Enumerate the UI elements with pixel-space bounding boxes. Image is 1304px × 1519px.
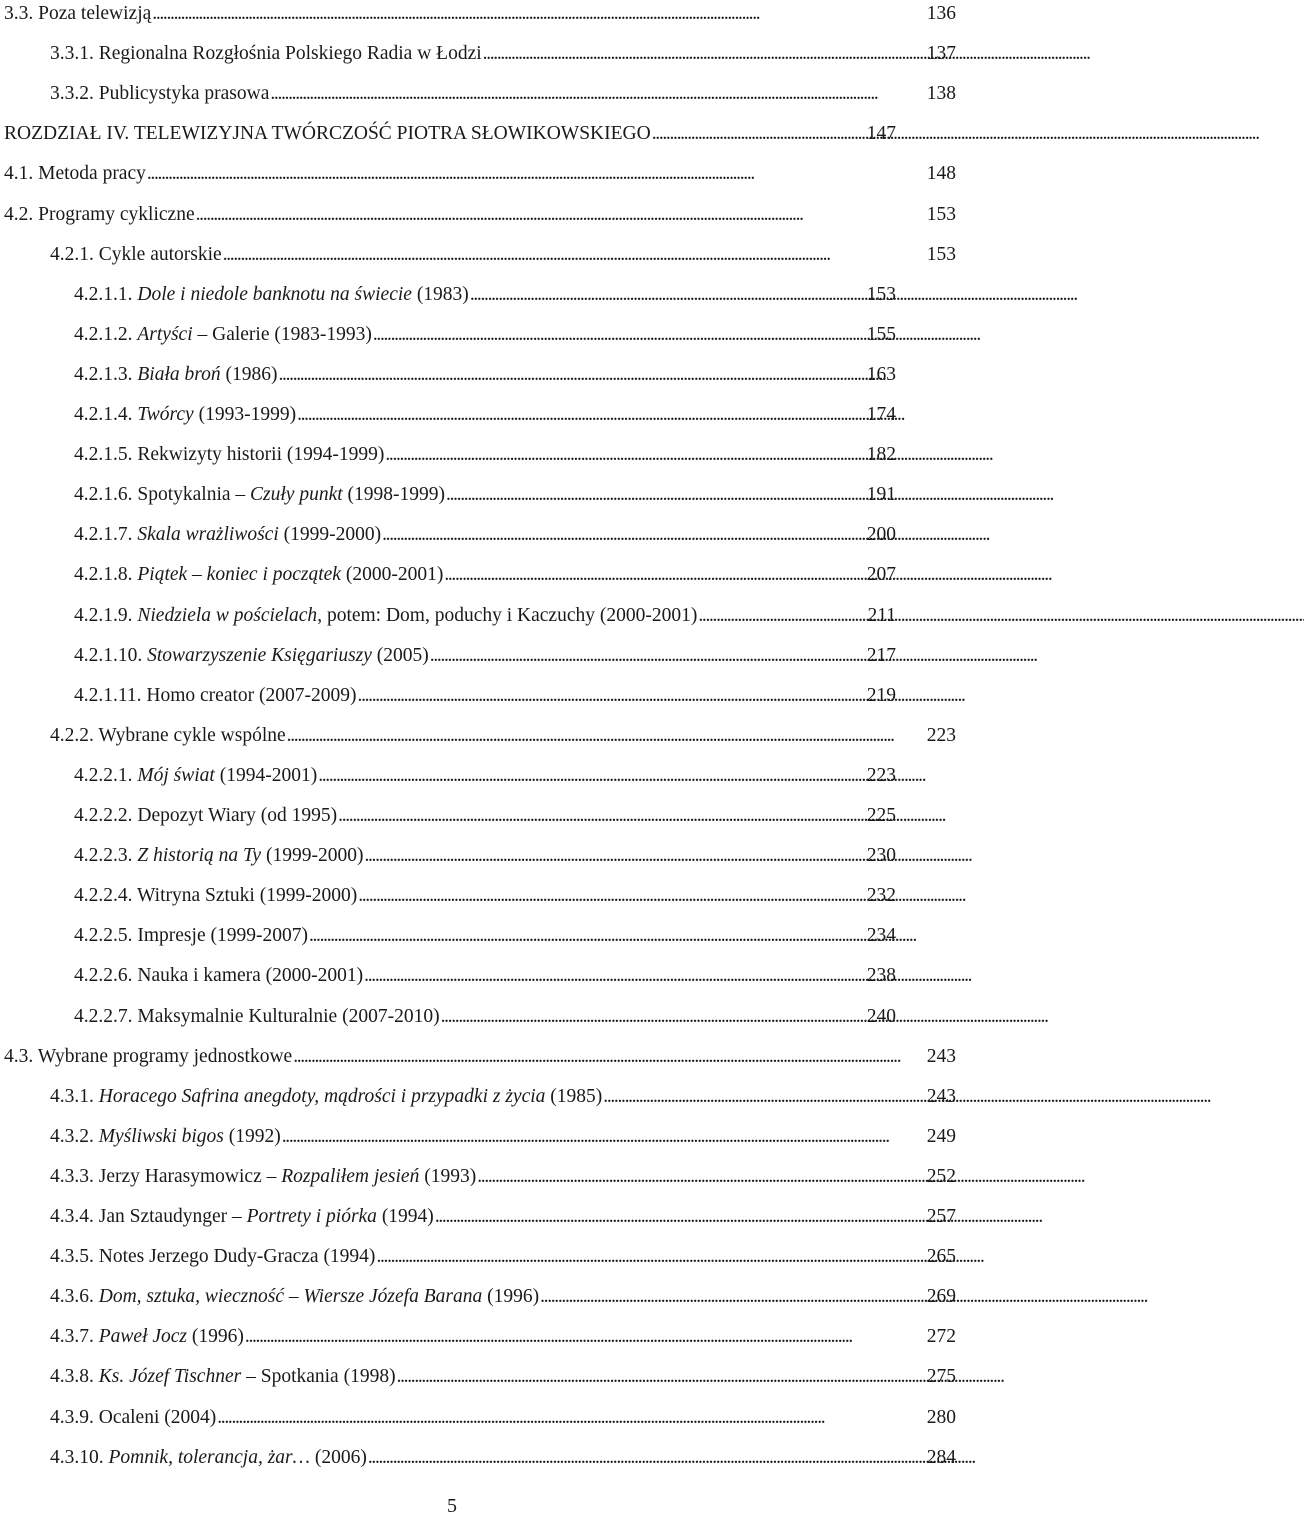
toc-entry-page: 240 <box>866 1005 896 1027</box>
dot-leader <box>318 762 865 790</box>
toc-entry-page: 138 <box>926 83 956 105</box>
toc-entry-page: 275 <box>926 1366 956 1388</box>
dot-leader <box>358 682 865 710</box>
toc-entry-page: 243 <box>926 1045 956 1067</box>
toc-entry[interactable] <box>4 1043 956 1071</box>
toc-entry[interactable] <box>50 1123 956 1151</box>
toc-entry[interactable] <box>74 561 896 589</box>
toc-entry-page: 269 <box>926 1286 956 1308</box>
dot-leader <box>477 1163 925 1191</box>
toc-entry[interactable] <box>74 842 896 870</box>
toc-entry[interactable] <box>74 882 896 910</box>
toc-entry-label: 4.2.1.6. Spotykalnia – Czuły punkt (1998-1999) <box>74 484 446 506</box>
toc-entry-label: 4.2.1.3. Biała broń (1986) <box>74 363 278 385</box>
toc-entry-label: 4.2.2.1. Mój świat (1994-2001) <box>74 764 318 786</box>
toc-entry-page: 225 <box>866 805 896 826</box>
toc-entry-label: 4.2. Programy cykliczne <box>4 203 195 225</box>
toc-entry-page: 182 <box>866 444 896 466</box>
toc-entry-label: 4.2.2.5. Impresje (1999-2007) <box>74 925 308 947</box>
toc-entry-page: 148 <box>926 163 956 185</box>
dot-leader <box>279 361 865 389</box>
toc-entry[interactable] <box>50 1163 956 1191</box>
toc-entry-label: 4.3.6. Dom, sztuka, wieczność – Wiersze Józefa Barana (1996) <box>50 1286 540 1308</box>
toc-entry-label: 4.3.5. Notes Jerzego Dudy-Gracza (1994) <box>50 1246 376 1268</box>
toc-entry-page: 272 <box>926 1326 956 1348</box>
toc-entry[interactable] <box>74 602 896 630</box>
toc-entry-page: 223 <box>926 724 956 746</box>
toc-entry-page: 153 <box>866 283 896 305</box>
dot-leader <box>270 80 924 108</box>
toc-entry-page: 219 <box>866 684 896 706</box>
toc-entry-page: 174 <box>866 404 896 425</box>
toc-entry[interactable] <box>50 1363 956 1391</box>
dot-leader <box>223 241 925 269</box>
toc-entry-label: 4.2.1.7. Skala wrażliwości (1999-2000) <box>74 524 382 546</box>
dot-leader <box>152 0 924 28</box>
dot-leader <box>293 1043 925 1071</box>
toc-entry-page: 137 <box>926 43 956 65</box>
toc-entry[interactable] <box>4 0 956 28</box>
toc-entry-label: 4.2.2.6. Nauka i kamera (2000-2001) <box>74 965 364 987</box>
toc-entry-page: 217 <box>866 644 896 666</box>
dot-leader <box>287 722 925 750</box>
toc-entry-page: 249 <box>926 1125 956 1147</box>
toc-entry-page: 136 <box>926 3 956 24</box>
toc-entry-label: ROZDZIAŁ IV. TELEWIZYJNA TWÓRCZOŚĆ PIOTRA SŁOWIKOWSKIEGO <box>4 123 651 145</box>
toc-entry-page: 234 <box>866 925 896 947</box>
dot-leader <box>652 120 865 148</box>
toc-entry-page: 147 <box>866 123 896 145</box>
toc-entry[interactable] <box>50 1083 956 1111</box>
toc-entry-page: 252 <box>926 1165 956 1187</box>
toc-entry[interactable] <box>74 361 896 389</box>
toc-entry[interactable] <box>74 441 896 469</box>
dot-leader <box>698 602 865 630</box>
dot-leader <box>373 321 865 349</box>
toc-entry[interactable] <box>74 281 896 309</box>
toc-entry[interactable] <box>74 401 896 429</box>
dot-leader <box>430 642 865 670</box>
toc-entry-label: 4.3.10. Pomnik, tolerancja, żar… (2006) <box>50 1446 367 1468</box>
dot-leader <box>435 1203 925 1231</box>
toc-entry[interactable] <box>74 962 896 990</box>
dot-leader <box>446 481 865 509</box>
toc-entry-label: 4.3.7. Paweł Jocz (1996) <box>50 1326 244 1348</box>
dot-leader <box>364 842 864 870</box>
toc-entry-page: 284 <box>926 1446 956 1468</box>
toc-entry[interactable] <box>74 762 896 790</box>
toc-entry-label: 4.1. Metoda pracy <box>4 163 146 185</box>
dot-leader <box>444 561 864 589</box>
toc-entry-label: 3.3.2. Publicystyka prasowa <box>50 83 270 105</box>
dot-leader <box>282 1123 925 1151</box>
toc-entry-label: 4.2.1.4. Twórcy (1993-1999) <box>74 404 297 425</box>
toc-entry-page: 200 <box>866 524 896 546</box>
toc-entry-label: 3.3. Poza telewizją <box>4 3 152 24</box>
dot-leader <box>603 1083 924 1111</box>
dot-leader <box>441 1003 865 1031</box>
toc-entry-label: 3.3.1. Regionalna Rozgłośnia Polskiego Radia w Łodzi <box>50 43 482 65</box>
page-number: 5 <box>447 1495 457 1517</box>
toc-entry-label: 4.2.1.9. Niedziela w pościelach, potem: Dom, poduchy i Kaczuchy (2000-2001) <box>74 604 698 626</box>
toc-entry[interactable] <box>74 1003 896 1031</box>
toc-entry-page: 155 <box>866 323 896 345</box>
dot-leader <box>245 1323 925 1351</box>
toc-entry-label: 4.2.1.8. Piątek – koniec i początek (2000-2001) <box>74 564 444 586</box>
toc-entry-label: 4.3.8. Ks. Józef Tischner – Spotkania (1998) <box>50 1366 396 1388</box>
toc-entry-page: 238 <box>866 965 896 987</box>
toc-entry-label: 4.3.9. Ocaleni (2004) <box>50 1406 217 1428</box>
dot-leader <box>368 1444 925 1472</box>
toc-entry[interactable] <box>50 80 956 108</box>
toc-entry[interactable] <box>50 1404 956 1432</box>
dot-leader <box>397 1363 925 1391</box>
toc-entry-page: 265 <box>926 1246 956 1268</box>
dot-leader <box>358 882 865 910</box>
toc-entry[interactable] <box>74 521 896 549</box>
dot-leader <box>382 521 865 549</box>
toc-entry-label: 4.2.1.5. Rekwizyty historii (1994-1999) <box>74 444 385 466</box>
toc-entry[interactable] <box>74 922 896 950</box>
dot-leader <box>196 201 925 229</box>
toc-entry[interactable] <box>4 160 956 188</box>
toc-entry-label: 4.2.1.2. Artyści – Galerie (1983-1993) <box>74 323 372 345</box>
toc-entry[interactable] <box>74 481 896 509</box>
dot-leader <box>217 1404 925 1432</box>
toc-entry[interactable] <box>50 1323 956 1351</box>
toc-entry-label: 4.2.2. Wybrane cykle wspólne <box>50 724 286 746</box>
dot-leader <box>470 281 865 309</box>
toc-entry-label: 4.2.1.11. Homo creator (2007-2009) <box>74 684 357 706</box>
toc-entry-label: 4.2.1. Cykle autorskie <box>50 243 222 265</box>
toc-entry-page: 243 <box>926 1085 956 1107</box>
toc-entry-page: 223 <box>866 764 896 786</box>
dot-leader <box>483 40 925 68</box>
toc-entry[interactable] <box>74 682 896 710</box>
toc-entry-label: 4.2.1.10. Stowarzyszenie Księgariuszy (2005) <box>74 644 429 666</box>
toc-entry-page: 163 <box>866 363 896 385</box>
toc-entry[interactable] <box>50 241 956 269</box>
toc-entry-label: 4.3.1. Horacego Safrina anegdoty, mądrości i przypadki z życia (1985) <box>50 1085 603 1107</box>
toc-entry[interactable] <box>50 1444 956 1472</box>
toc-entry[interactable] <box>4 201 956 229</box>
toc-entry[interactable] <box>50 1203 956 1231</box>
toc-entry[interactable] <box>74 642 896 670</box>
toc-entry-page: 257 <box>926 1206 956 1227</box>
toc-entry[interactable] <box>4 120 896 148</box>
toc-entry-label: 4.3. Wybrane programy jednostkowe <box>4 1045 293 1067</box>
dot-leader <box>364 962 865 990</box>
toc-entry-page: 230 <box>866 845 896 867</box>
dot-leader <box>540 1283 925 1311</box>
dot-leader <box>309 922 865 950</box>
toc-entry-label: 4.2.2.3. Z historią na Ty (1999-2000) <box>74 845 364 867</box>
dot-leader <box>297 401 865 429</box>
toc-entry-page: 153 <box>926 203 956 225</box>
toc-entry-label: 4.3.3. Jerzy Harasymowicz – Rozpaliłem jesień (1993) <box>50 1165 477 1187</box>
toc-entry[interactable] <box>74 321 896 349</box>
dot-leader <box>147 160 925 188</box>
toc-entry[interactable] <box>74 802 896 830</box>
toc-entry-page: 211 <box>867 604 896 626</box>
toc-entry[interactable] <box>50 40 956 68</box>
toc-entry-label: 4.2.2.7. Maksymalnie Kulturalnie (2007-2010) <box>74 1005 440 1027</box>
toc-entry[interactable] <box>50 1243 956 1271</box>
toc-entry-page: 153 <box>926 243 956 265</box>
toc-entry-label: 4.3.2. Myśliwski bigos (1992) <box>50 1125 281 1147</box>
toc-entry-page: 232 <box>866 885 896 907</box>
dot-leader <box>376 1243 924 1271</box>
toc-entry-label: 4.2.1.1. Dole i niedole banknotu na świecie (1983) <box>74 283 469 305</box>
toc-entry-page: 191 <box>866 484 896 506</box>
toc-entry-page: 280 <box>926 1406 956 1428</box>
toc-entry-label: 4.3.4. Jan Sztaudynger – Portrety i piórka (1994) <box>50 1206 434 1227</box>
toc-entry[interactable] <box>50 1283 956 1311</box>
toc-entry[interactable] <box>50 722 956 750</box>
toc-entry-page: 207 <box>866 564 896 586</box>
dot-leader <box>338 802 865 830</box>
toc-entry-label: 4.2.2.4. Witryna Sztuki (1999-2000) <box>74 885 358 907</box>
dot-leader <box>385 441 864 469</box>
toc-entry-label: 4.2.2.2. Depozyt Wiary (od 1995) <box>74 805 338 826</box>
